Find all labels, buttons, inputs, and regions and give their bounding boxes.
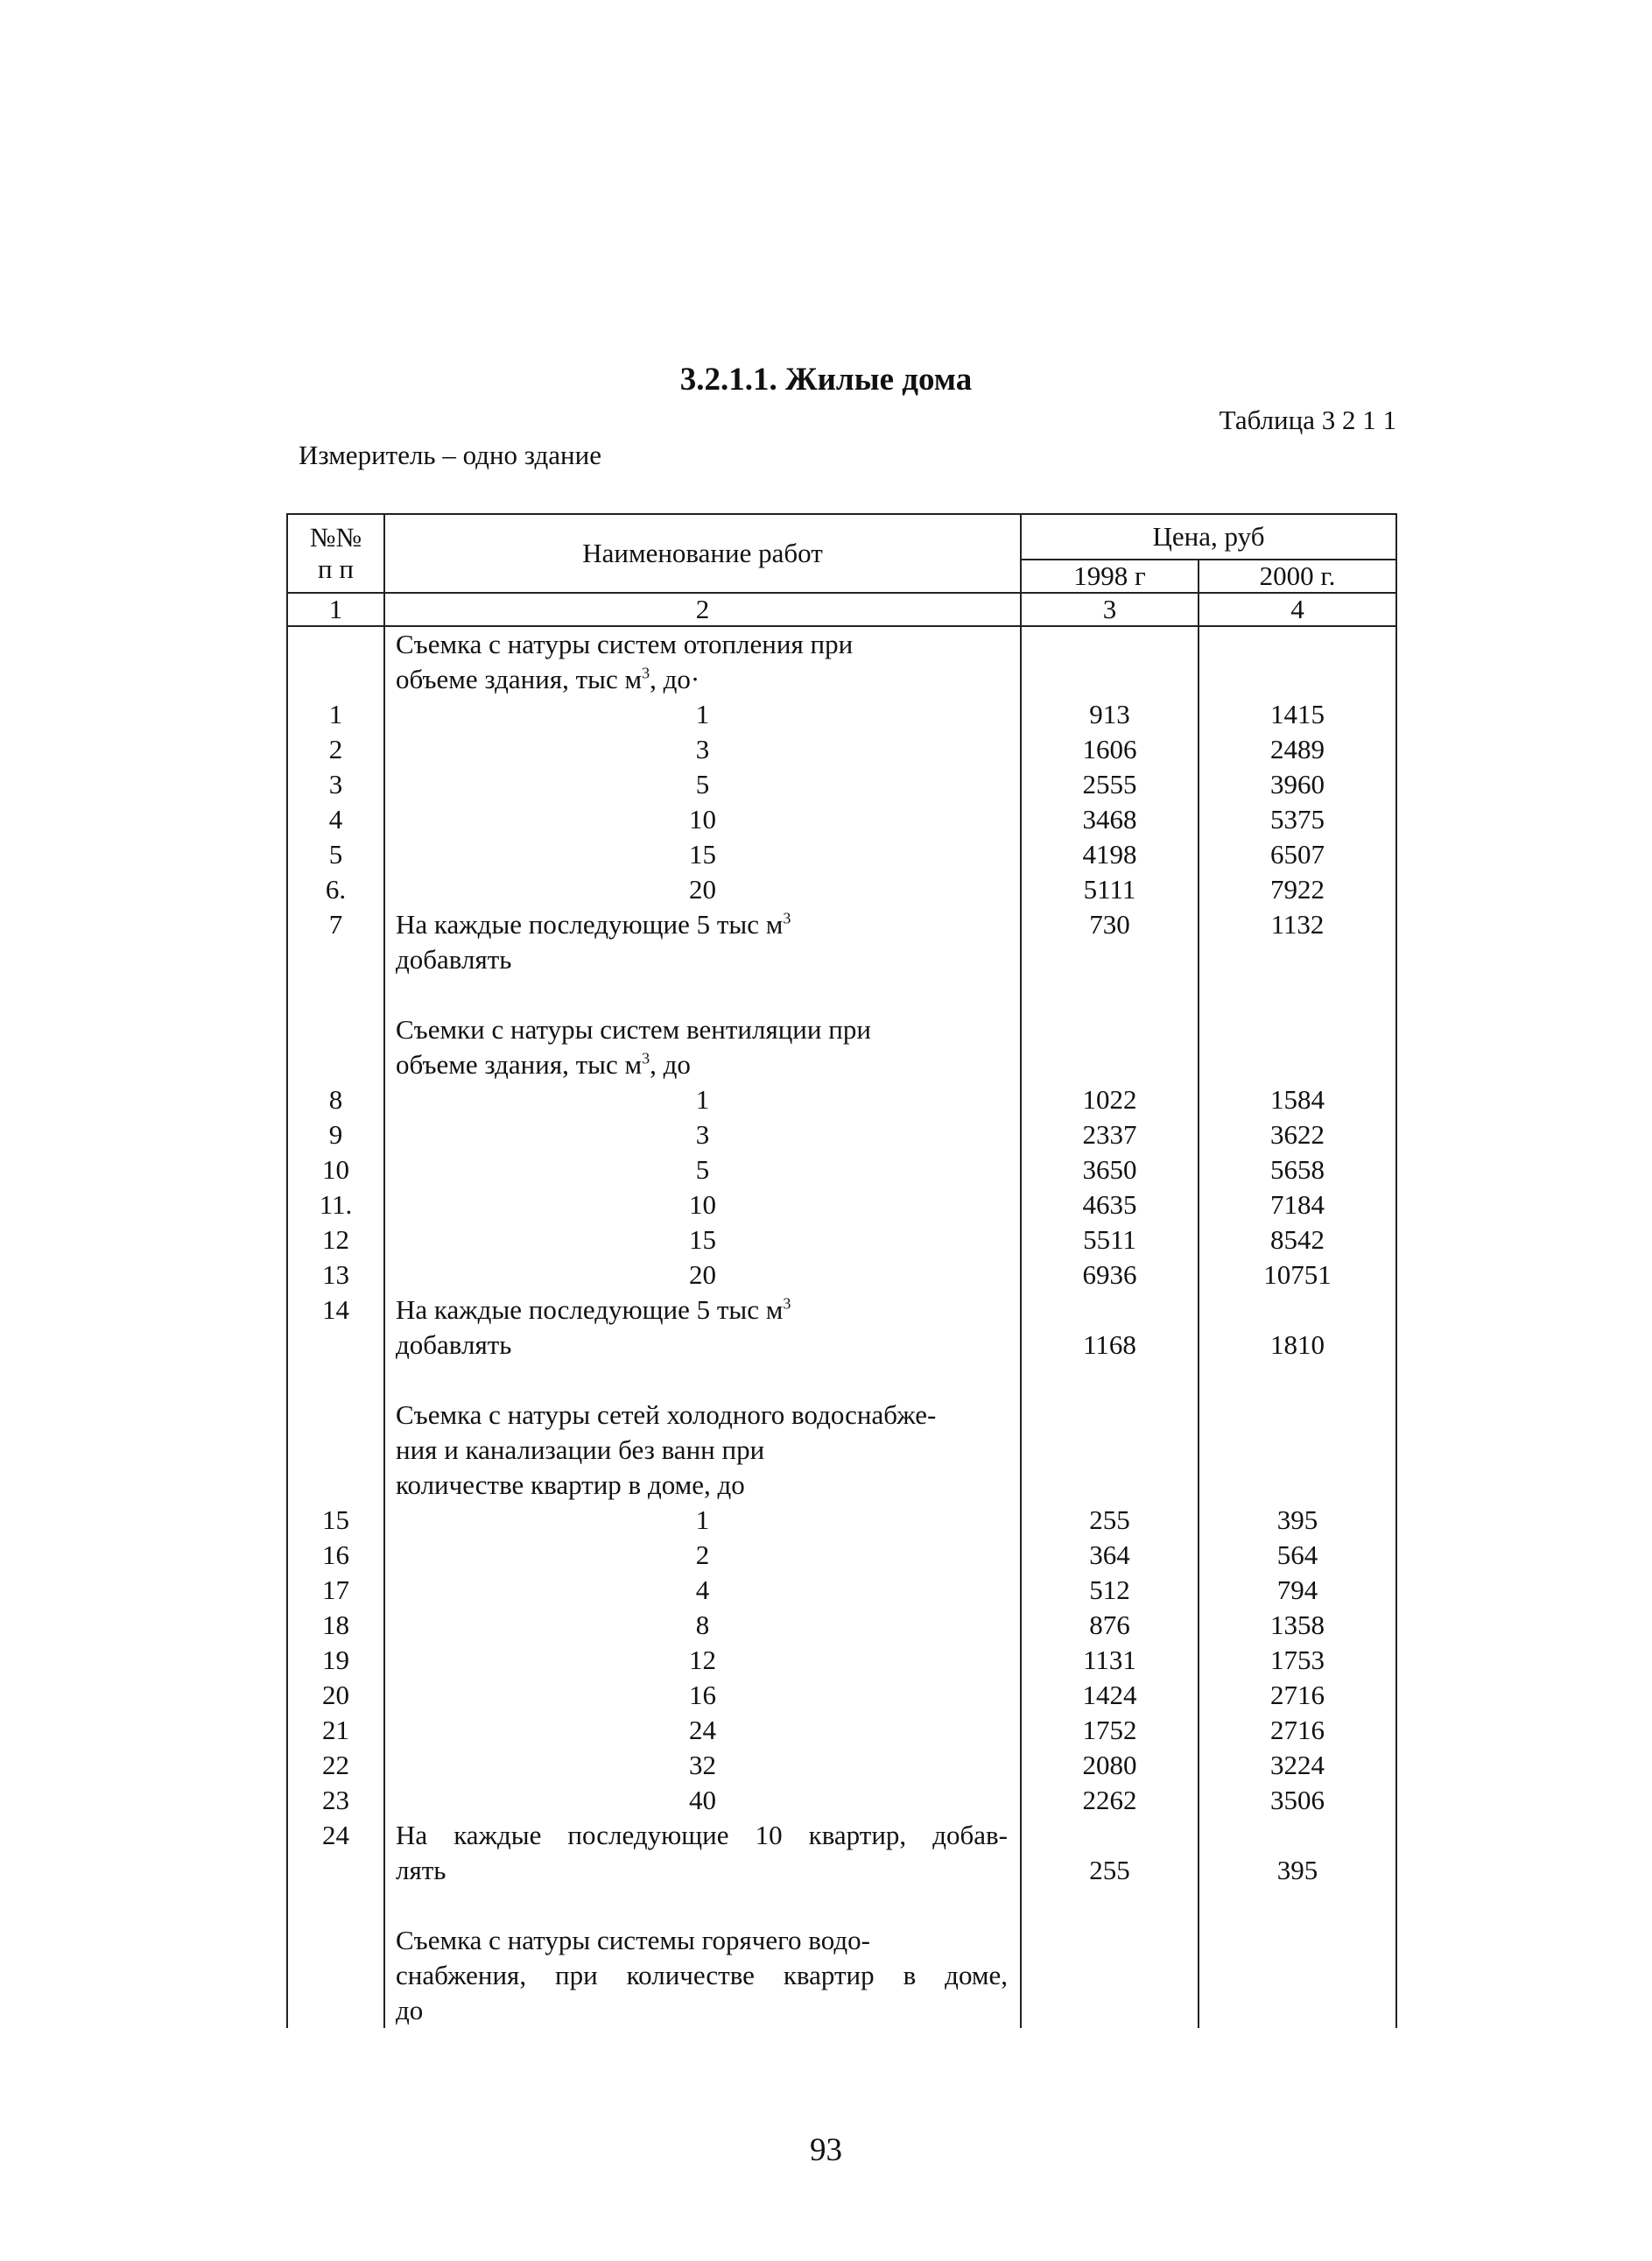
table-row-extra: 7 На каждые последующие 5 тыс $м^3$ добавлять 730 1132 (287, 907, 1396, 977)
table-row: 19 12 1131 1753 (287, 1643, 1396, 1678)
section-heading-hot-water: Съемка с натуры системы горячего водо- снабжения, при количестве квартир в доме, до (384, 1923, 1021, 2028)
measure-unit: Измеритель – одно здание (299, 440, 601, 470)
column-index-2: 2 (384, 593, 1021, 626)
section-title: 3.2.1.1. Жилые дома (679, 362, 973, 398)
table-row: 3 5 2555 3960 (287, 767, 1396, 802)
table-row: 16 2 364 564 (287, 1538, 1396, 1573)
section-heading-cold-water: Съемка с натуры сетей холодного водоснабже- ния и канализации без ванн при количестве квартир в доме, до (384, 1398, 1021, 1503)
section-heading-row (287, 626, 1396, 697)
column-index-3: 3 (1021, 593, 1199, 626)
header-price: Цена, руб (1021, 514, 1396, 560)
table-row: 8 1 1022 1584 (287, 1082, 1396, 1117)
table-row: 5 15 4198 6507 (287, 837, 1396, 872)
header-num: №№ п п (287, 514, 384, 593)
spacer-row (287, 977, 1396, 1012)
table-row: 1 1 913 1415 (287, 697, 1396, 732)
table-row: 4 10 3468 5375 (287, 802, 1396, 837)
spacer-row (287, 1888, 1396, 1923)
table-row: 2 3 1606 2489 (287, 732, 1396, 767)
table-row-extra: 24 На каждые последующие 10 квартир, добав- лять 255 395 (287, 1818, 1396, 1888)
header-year-1998: 1998 г (1021, 560, 1199, 593)
price-table (286, 513, 1397, 2028)
table-row: 15 1 255 395 (287, 1503, 1396, 1538)
column-index-4: 4 (1199, 593, 1396, 626)
section-heading-row (287, 1012, 1396, 1082)
table-row: 6. 20 5111 7922 (287, 872, 1396, 907)
table-row: 17 4 512 794 (287, 1573, 1396, 1608)
table-row: 18 8 876 1358 (287, 1608, 1396, 1643)
table-label: Таблица 3 2 1 1 (1219, 405, 1396, 435)
header-name: Наименование работ (384, 514, 1021, 593)
table-row: 11. 10 4635 7184 (287, 1187, 1396, 1222)
page-number: 93 (810, 2132, 842, 2168)
table-row: 12 15 5511 8542 (287, 1222, 1396, 1257)
table-row: 22 32 2080 3224 (287, 1748, 1396, 1783)
table-row: 13 20 6936 10751 (287, 1257, 1396, 1293)
section-heading-heating: Съемка с натуры систем отопления при объеме здания, тыс $м^3$, до· (384, 626, 1021, 697)
table-row: 10 5 3650 5658 (287, 1152, 1396, 1187)
table-row: 9 3 2337 3622 (287, 1117, 1396, 1152)
table-row: 23 40 2262 3506 (287, 1783, 1396, 1818)
section-heading-row (287, 1923, 1396, 2028)
table-row: 21 24 1752 2716 (287, 1713, 1396, 1748)
spacer-row (287, 1363, 1396, 1398)
section-heading-ventilation: Съемки с натуры систем вентиляции при объеме здания, тыс $м^3$, до (384, 1012, 1021, 1082)
section-heading-row (287, 1398, 1396, 1503)
header-year-2000: 2000 г. (1199, 560, 1396, 593)
table-row: 20 16 1424 2716 (287, 1678, 1396, 1713)
column-index-1: 1 (287, 593, 384, 626)
table-row-extra: 14 На каждые последующие 5 тыс $м^3$ добавлять 1168 1810 (287, 1293, 1396, 1363)
